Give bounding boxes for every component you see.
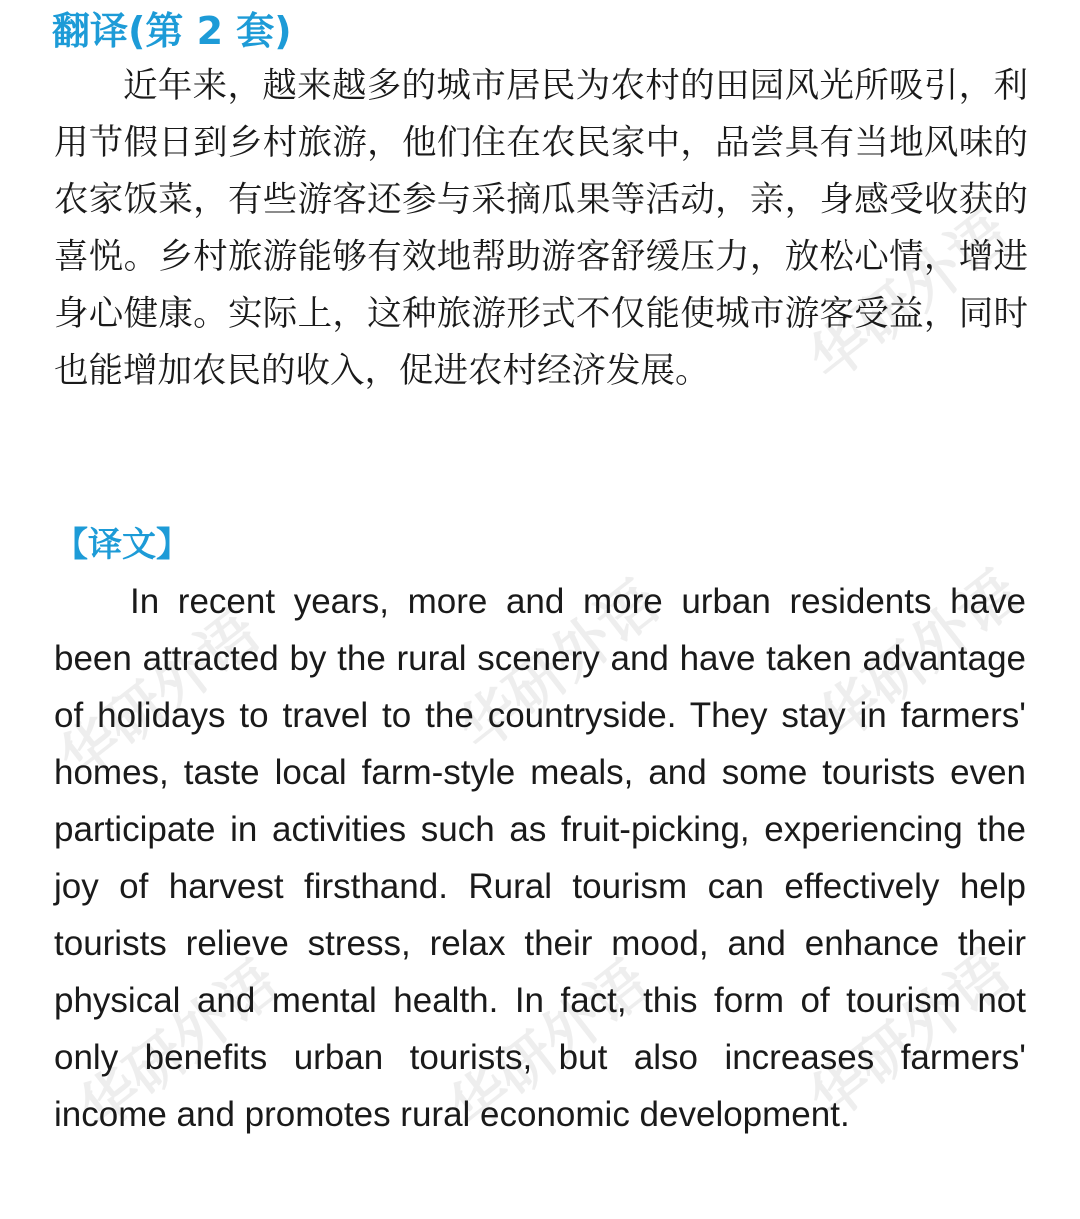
- chinese-source-paragraph: 近年来，越来越多的城市居民为农村的田园风光所吸引，利用节假日到乡村旅游，他们住在农民家中，品尝具有当地风味的农家饭菜，有些游客还参与采摘瓜果等活动，亲，身感受收获的喜悦。乡村旅游能够有效地帮助游客舒缓压力，放松心情，增进身心健康。实际上，这种旅游形式不仅能使城市游客受益，同时也能增加农民的收入，促进农村经济发展。: [54, 66, 1028, 391]
- watermark: 华研外语: [806, 557, 1032, 755]
- section-heading: 翻译(第 2 套): [52, 9, 292, 53]
- english-translation-paragraph: In recent years, more and more urban residents have been attracted by the rural scenery and have taken advantage of holidays to travel to the countryside. They stay in farmers' homes, taste local farm-style meals, and some tourists even participate in activities such as fruit-picking, experiencing the joy of harvest firsthand. Rural tourism can effectively help tourists relieve stress, relax their mood, and enhance their physical and mental health. In fact, this form of tourism not only benefits urban tourists, but also increases farmers' income and promotes rural economic development.: [54, 582, 1026, 1134]
- watermark: 华研外语: [796, 937, 1022, 1135]
- translation-label: 【译文】: [54, 525, 190, 565]
- watermark: 华研外语: [46, 597, 272, 795]
- watermark: 华研外语: [796, 197, 1022, 395]
- watermark: 华研外语: [66, 947, 292, 1145]
- watermark: 华研外语: [446, 567, 672, 765]
- watermark: 华研外语: [436, 947, 662, 1145]
